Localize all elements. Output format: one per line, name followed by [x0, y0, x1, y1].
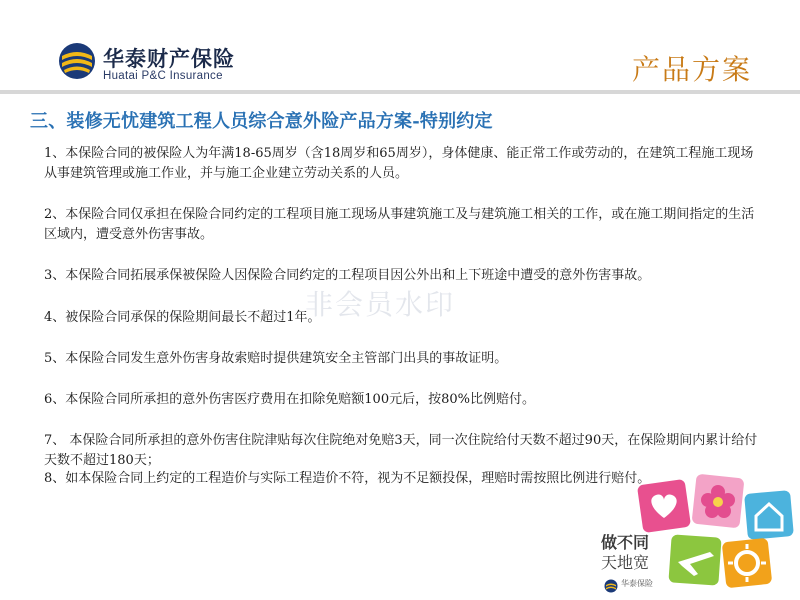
- clause-7: 7、 本保险合同所承担的意外伤害住院津贴每次住院绝对免赔3天，同一次住院给付天数不超过90天，在保险期间内累计给付天数不超过180天；: [44, 433, 758, 468]
- clause-1: 1、本保险合同的被保险人为年满18-65周岁（含18周岁和65周岁），身体健康、能正常工作或劳动的，在建筑工程施工现场从事建筑管理或施工作业，并与施工企业建立劳动关系的人员。: [44, 146, 754, 181]
- header-divider: [0, 90, 800, 94]
- brand-name-en: Huatai P&C Insurance: [103, 70, 223, 82]
- clause-8: 8、如本保险合同上约定的工程造价与实际工程造价不符，视为不足额投保，理赔时需按照比例进行赔付。: [44, 471, 651, 486]
- slogan-line-2: 天地宽: [601, 553, 650, 572]
- clause-5: 5、本保险合同发生意外伤害身故索赔时提供建筑安全主管部门出具的事故证明。: [44, 351, 508, 366]
- footer-brand-text: 华泰保险: [621, 579, 653, 588]
- section-title: 三、装修无忧建筑工程人员综合意外险产品方案-特别约定: [30, 111, 493, 132]
- clause-2: 2、本保险合同仅承担在保险合同约定的工程项目施工现场从事建筑施工及与建筑施工相关的工作，或在施工期间指定的生活区域内，遭受意外伤害事故。: [44, 207, 755, 242]
- clause-4: 4、被保险合同承保的保险期间最长不超过1年。: [44, 310, 321, 325]
- clause-6: 6、本保险合同所承担的意外伤害医疗费用在扣除免赔额100元后，按80%比例赔付。: [44, 392, 535, 407]
- footer-brand: [604, 578, 664, 592]
- huatai-logo: [58, 42, 248, 86]
- huatai-logo-icon: [58, 42, 96, 80]
- slide-header: [0, 0, 800, 95]
- footer-logo-icon: [604, 579, 618, 593]
- watermark: 非会员水印: [305, 288, 456, 321]
- slogan-line-1: 做不同: [601, 533, 650, 552]
- slide-title: 产品方案: [631, 53, 752, 86]
- brand-name-cn: 华泰财产保险: [103, 47, 235, 71]
- clause-3: 3、本保险合同拓展承保被保险人因保险合同约定的工程项目因公外出和上下班途中遭受的意外伤害事故。: [44, 268, 651, 283]
